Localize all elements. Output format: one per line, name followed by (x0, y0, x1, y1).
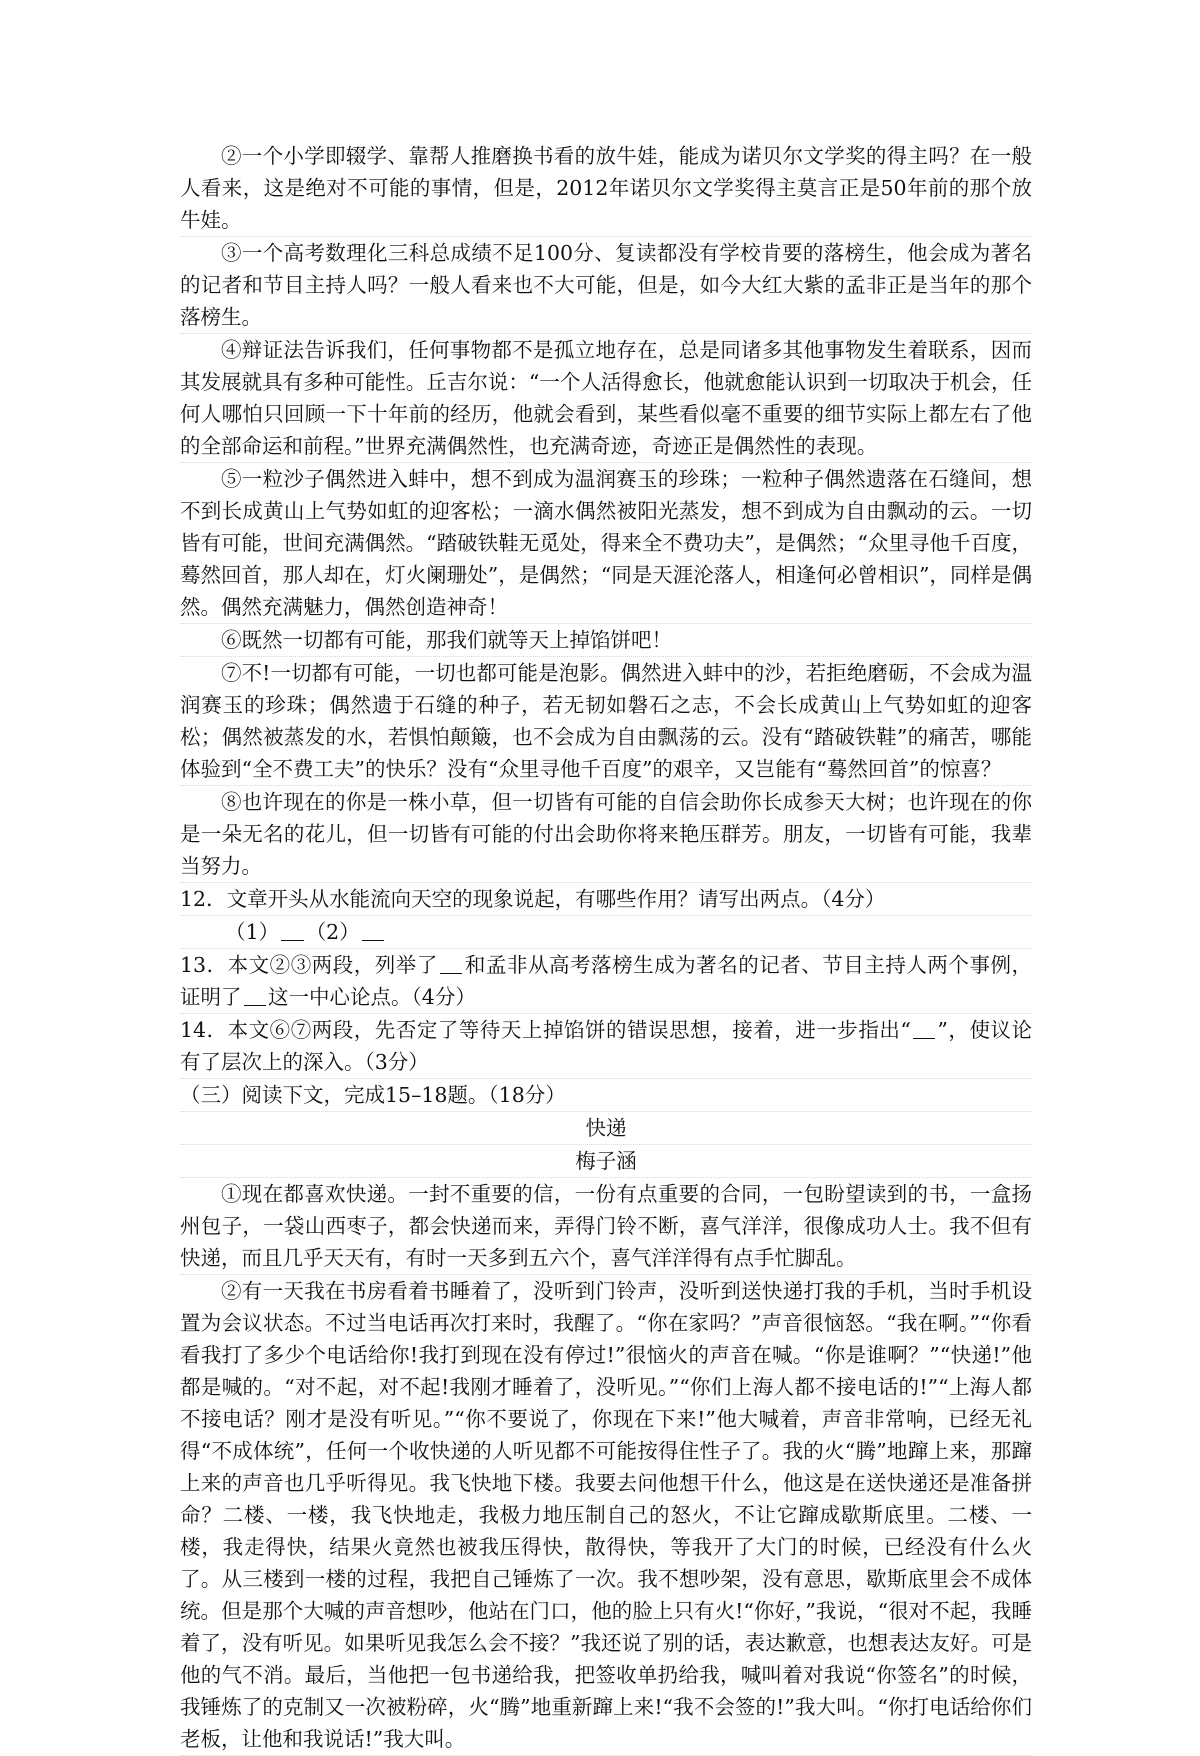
article-author: 梅子涵 (180, 1145, 1032, 1178)
question-12: 12．文章开头从水能流向天空的现象说起，有哪些作用？请写出两点。（4分） (180, 883, 1032, 916)
passage-paragraph: ⑧也许现在的你是一株小草，但一切皆有可能的自信会助你长成参天大树；也许现在的你是一朵无名的花儿，但一切皆有可能的付出会助你将来艳压群芳。朋友，一切皆有可能，我辈当努力。 (180, 786, 1032, 883)
question-14-text-2: ”，使议论有了层次上的深入。（3分） (180, 1018, 1032, 1074)
question-13-text-1: 13．本文②③两段，列举了 (180, 953, 438, 977)
answer-blank-13a[interactable] (440, 953, 463, 975)
section-heading: （三）阅读下文，完成15–18题。（18分） (180, 1079, 1032, 1112)
passage-paragraph: ③一个高考数理化三科总成绩不足100分、复读都没有学校肯要的落榜生，他会成为著名的记者和节目主持人吗？一般人看来也不大可能，但是，如今大红大紫的孟非正是当年的那个落榜生。 (180, 237, 1032, 334)
answer-blank-13b[interactable] (244, 985, 267, 1007)
answer-label-1: （1） (225, 920, 280, 944)
passage-paragraph: ④辩证法告诉我们，任何事物都不是孤立地存在，总是同诸多其他事物发生着联系，因而其发展就具有多种可能性。丘吉尔说：“一个人活得愈长，他就愈能认识到一切取决于机会，任何人哪怕只回顾一下十年前的经历，他就会看到，某些看似毫不重要的细节实际上都左右了他的全部命运和前程。”世界充满偶然性，也充满奇迹，奇迹正是偶然性的表现。 (180, 334, 1032, 463)
question-14-text-1: 14．本文⑥⑦两段，先否定了等待天上掉馅饼的错误思想，接着，进一步指出“ (180, 1018, 911, 1042)
answer-blank-2[interactable] (362, 920, 385, 942)
answer-label-2: （2） (305, 920, 360, 944)
passage-paragraph: ⑥既然一切都有可能，那我们就等天上掉馅饼吧！ (180, 624, 1032, 657)
question-14 (180, 1014, 1032, 1079)
question-12-answers (180, 916, 1032, 949)
article-paragraph: ②有一天我在书房看着书睡着了，没听到门铃声，没听到送快递打我的手机，当时手机设置为会议状态。不过当电话再次打来时，我醒了。“你在家吗？”声音很恼怒。“我在啊。”“你看看我打了多少个电话给你!我打到现在没有停过!”很恼火的声音在喊。“你是谁啊？”“快递!”他都是喊的。“对不起，对不起!我刚才睡着了，没听见。”“你们上海人都不接电话的!”“上海人都不接电话？刚才是没有听见。”“你不要说了，你现在下来!”他大喊着，声音非常响，已经无礼得“不成体统”，任何一个收快递的人听见都不可能按得住性子了。我的火“腾”地蹿上来，那蹿上来的声音也几乎听得见。我飞快地下楼。我要去问他想干什么，他这是在送快递还是准备拼命？二楼、一楼，我飞快地走，我极力地压制自己的怒火，不让它蹿成歇斯底里。二楼、一楼，我走得快，结果火竟然也被我压得快，散得快，等我开了大门的时候，已经没有什么火了。从三楼到一楼的过程，我把自己锤炼了一次。我不想吵架，没有意思，歇斯底里会不成体统。但是那个大喊的声音想吵，他站在门口，他的脸上只有火!“你好，”我说，“很对不起，我睡着了，没有听见。如果听见我怎么会不接？”我还说了别的话，表达歉意，也想表达友好。可是他的气不消。最后，当他把一包书递给我，把签收单扔给我，喊叫着对我说“你签名”的时候，我锤炼了的克制又一次被粉碎，火“腾”地重新蹿上来!“我不会签的!”我大叫。“你打电话给你们老板，让他和我说话!”我大叫。 (180, 1275, 1032, 1756)
document-body (180, 140, 1032, 1756)
passage-paragraph: ⑦不!一切都有可能，一切也都可能是泡影。偶然进入蚌中的沙，若拒绝磨砺，不会成为温润赛玉的珍珠；偶然遗于石缝的种子，若无韧如磐石之志，不会长成黄山上气势如虹的迎客松；偶然被蒸发的水，若惧怕颠簸，也不会成为自由飘荡的云。没有“踏破铁鞋”的痛苦，哪能体验到“全不费工夫”的快乐？没有“众里寻他千百度”的艰辛，又岂能有“蓦然回首”的惊喜？ (180, 657, 1032, 786)
article-paragraph: ①现在都喜欢快递。一封不重要的信，一份有点重要的合同，一包盼望读到的书，一盒扬州包子，一袋山西枣子，都会快递而来，弄得门铃不断，喜气洋洋，很像成功人士。我不但有快递，而且几乎天天有，有时一天多到五六个，喜气洋洋得有点手忙脚乱。 (180, 1178, 1032, 1275)
article-title: 快递 (180, 1112, 1032, 1145)
answer-blank-14[interactable] (913, 1018, 936, 1040)
question-13 (180, 949, 1032, 1014)
question-13-text-3: 这一中心论点。（4分） (268, 985, 476, 1009)
passage-paragraph: ②一个小学即辍学、靠帮人推磨换书看的放牛娃，能成为诺贝尔文学奖的得主吗？在一般人看来，这是绝对不可能的事情，但是，2012年诺贝尔文学奖得主莫言正是50年前的那个放牛娃。 (180, 140, 1032, 237)
passage-paragraph: ⑤一粒沙子偶然进入蚌中，想不到成为温润赛玉的珍珠；一粒种子偶然遗落在石缝间，想不到长成黄山上气势如虹的迎客松；一滴水偶然被阳光蒸发，想不到成为自由飘动的云。一切皆有可能，世间充满偶然。“踏破铁鞋无觅处，得来全不费功夫”，是偶然；“众里寻他千百度，蓦然回首，那人却在，灯火阑珊处”，是偶然；“同是天涯沦落人，相逢何必曾相识”，同样是偶然。偶然充满魅力，偶然创造神奇！ (180, 463, 1032, 624)
answer-blank-1[interactable] (281, 920, 304, 942)
question-13-text-2: 和孟非从高考落榜生成为著名的记者、节目主持人两个事例，证明了 (180, 953, 1032, 1009)
